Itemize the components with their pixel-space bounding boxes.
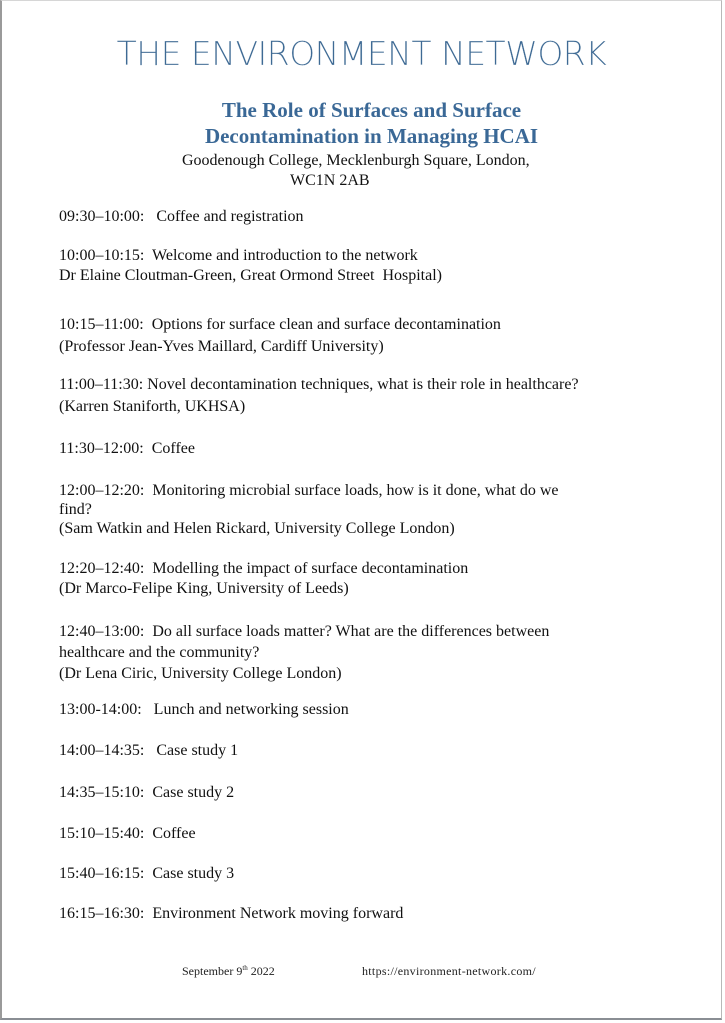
agenda-item-detail: healthcare and the community? <box>59 644 260 661</box>
agenda-item-detail: Dr Elaine Cloutman-Green, Great Ormond Street Hospital) <box>59 267 442 284</box>
agenda-item-detail: (Sam Watkin and Helen Rickard, University College London) <box>59 520 455 537</box>
venue-line-1: Goodenough College, Mecklenburgh Square, London, <box>182 152 530 169</box>
agenda-item <box>59 246 442 286</box>
venue-address <box>182 151 530 191</box>
footer-date-day: September 9 <box>182 964 243 978</box>
agenda-item-time-title: 15:40–16:15: Case study 3 <box>59 865 235 882</box>
agenda-item <box>59 904 403 924</box>
agenda-item <box>59 864 234 884</box>
agenda-item <box>59 207 304 227</box>
agenda-item-detail: (Professor Jean-Yves Maillard, Cardiff University) <box>59 338 384 355</box>
title-line-1: The Role of Surfaces and Surface <box>221 98 522 122</box>
agenda-item <box>59 314 501 358</box>
brand-logo-text: THE ENVIRONMENT NETWORK <box>116 34 607 73</box>
agenda-item <box>59 439 195 459</box>
agenda-item-detail: (Karren Staniforth, UKHSA) <box>59 398 246 415</box>
agenda-item <box>59 783 234 803</box>
agenda-item-time-title: 12:20–12:40: Modelling the impact of surface decontamination <box>59 560 469 577</box>
agenda-item-detail: (Dr Lena Ciric, University College London) <box>59 665 342 682</box>
agenda-item-time-title: 14:35–15:10: Case study 2 <box>59 784 235 801</box>
title-line-2: Decontamination in Managing HCAI <box>204 124 539 148</box>
agenda-item-time-title: 10:00–10:15: Welcome and introduction to the network <box>59 247 418 264</box>
agenda-item <box>59 559 468 599</box>
agenda-item <box>59 824 196 844</box>
agenda-item-time-title: 09:30–10:00: Coffee and registration <box>59 208 304 225</box>
agenda-item-detail: (Dr Marco-Felipe King, University of Leeds) <box>59 580 349 597</box>
agenda-item <box>59 374 579 418</box>
footer-url-link[interactable]: https://environment-network.com/ <box>362 964 536 978</box>
venue-line-2: WC1N 2AB <box>290 172 370 189</box>
footer-date-year: 2022 <box>247 964 275 978</box>
agenda-item <box>59 481 558 538</box>
agenda-item-detail: find? <box>59 501 92 518</box>
agenda-item-time-title: 11:30–12:00: Coffee <box>59 440 195 457</box>
agenda-item <box>59 741 238 761</box>
agenda-item-time-title: 12:40–13:00: Do all surface loads matter? What are the differences between <box>59 623 550 640</box>
footer-date <box>182 964 275 979</box>
agenda-item-time-title: 10:15–11:00: Options for surface clean and surface decontamination <box>59 316 501 333</box>
agenda-item-time-title: 12:00–12:20: Monitoring microbial surface loads, how is it done, what do we <box>59 482 559 499</box>
agenda-item <box>59 700 349 720</box>
agenda-item <box>59 621 549 684</box>
agenda-item-time-title: 16:15–16:30: Environment Network moving forward <box>59 905 404 922</box>
agenda-item-time-title: 14:00–14:35: Case study 1 <box>59 742 239 759</box>
agenda-item-time-title: 15:10–15:40: Coffee <box>59 825 196 842</box>
page-title <box>2 97 721 149</box>
footer-date-suffix: th <box>242 964 248 972</box>
agenda-item-time-title: 13:00-14:00: Lunch and networking session <box>59 701 349 718</box>
agenda-item-time-title: 11:00–11:30: Novel decontamination techniques, what is their role in healthcare? <box>59 376 579 393</box>
